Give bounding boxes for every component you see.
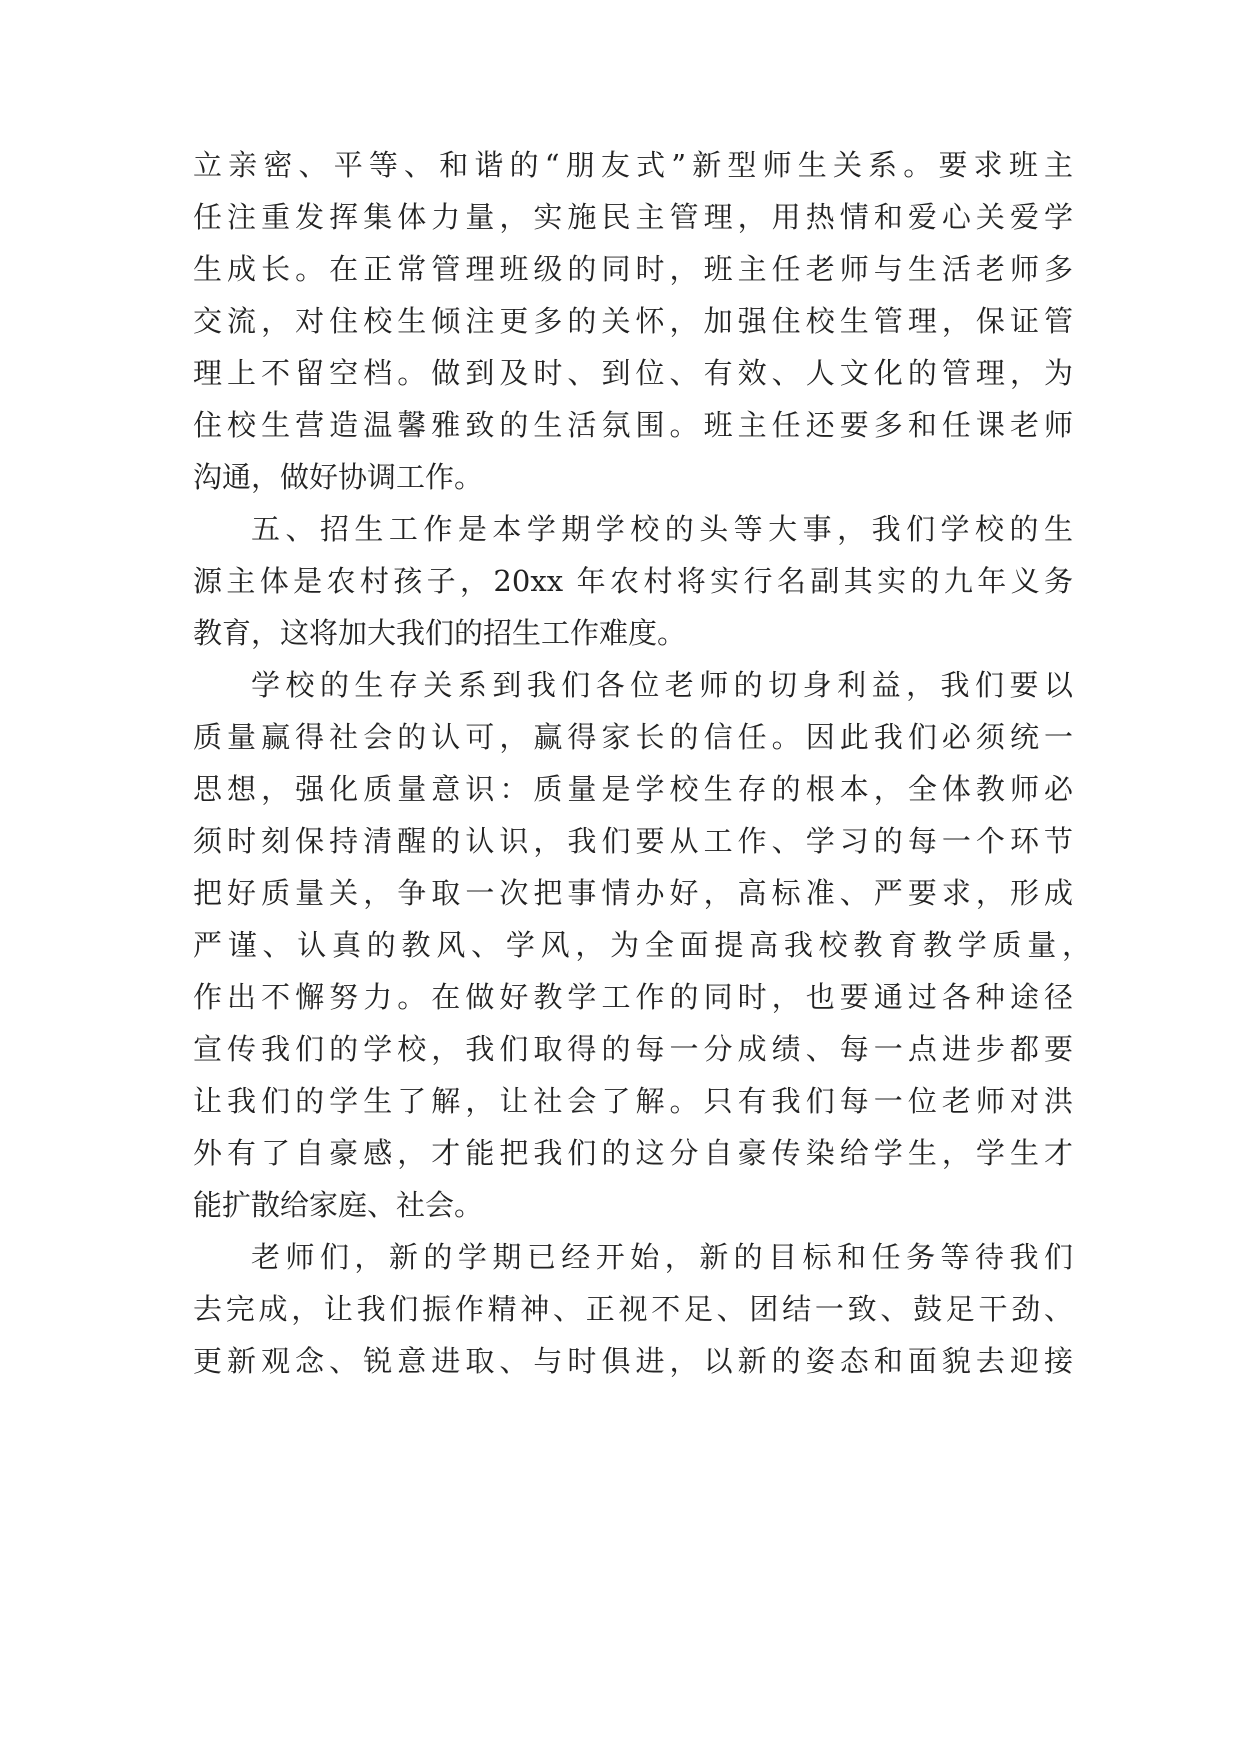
paragraph-first-line: 五、招生工作是本学期学校的头等大事，我们学校的生 xyxy=(251,512,1073,546)
paragraph-first-line: 学校的生存关系到我们各位老师的切身利益，我们要以 xyxy=(251,668,1073,702)
text-line: 须时刻保持清醒的认识，我们要从工作、学习的每一个环节 xyxy=(193,824,1073,858)
paragraph-first-line: 老师们，新的学期已经开始，新的目标和任务等待我们 xyxy=(251,1240,1073,1274)
text-line: 作出不懈努力。在做好教学工作的同时，也要通过各种途径 xyxy=(193,980,1073,1014)
text-line: 严谨、认真的教风、学风，为全面提高我校教育教学质量， xyxy=(193,928,1091,962)
text-line: 更新观念、锐意进取、与时俱进，以新的姿态和面貌去迎接 xyxy=(193,1344,1073,1378)
text-line: 理上不留空档。做到及时、到位、有效、人文化的管理，为 xyxy=(193,356,1073,390)
text-line: 立亲密、平等、和谐的“朋友式”新型师生关系。要求班主 xyxy=(193,148,1073,182)
text-line: 生成长。在正常管理班级的同时，班主任老师与生活老师多 xyxy=(193,252,1073,286)
text-line: 住校生营造温馨雅致的生活氛围。班主任还要多和任课老师 xyxy=(193,408,1073,442)
text-line: 去完成，让我们振作精神、正视不足、团结一致、鼓足干劲、 xyxy=(193,1292,1073,1326)
text-line: 宣传我们的学校，我们取得的每一分成绩、每一点进步都要 xyxy=(193,1032,1073,1066)
text-line: 任注重发挥集体力量，实施民主管理，用热情和爱心关爱学 xyxy=(193,200,1073,234)
text-line: 质量赢得社会的认可，赢得家长的信任。因此我们必须统一 xyxy=(193,720,1073,754)
text-line: 交流，对住校生倾注更多的关怀，加强住校生管理，保证管 xyxy=(193,304,1073,338)
text-line: 把好质量关，争取一次把事情办好，高标准、严要求，形成 xyxy=(193,876,1073,910)
text-line: 教育，这将加大我们的招生工作难度。 xyxy=(193,616,687,650)
text-line: 让我们的学生了解，让社会了解。只有我们每一位老师对洪 xyxy=(193,1084,1073,1118)
text-line: 沟通，做好协调工作。 xyxy=(193,460,484,494)
text-line: 源主体是农村孩子，20xx 年农村将实行名副其实的九年义务 xyxy=(193,564,1073,598)
text-line: 能扩散给家庭、社会。 xyxy=(193,1188,484,1222)
text-line: 外有了自豪感，才能把我们的这分自豪传染给学生，学生才 xyxy=(193,1136,1073,1170)
text-line: 思想，强化质量意识：质量是学校生存的根本，全体教师必 xyxy=(193,772,1073,806)
